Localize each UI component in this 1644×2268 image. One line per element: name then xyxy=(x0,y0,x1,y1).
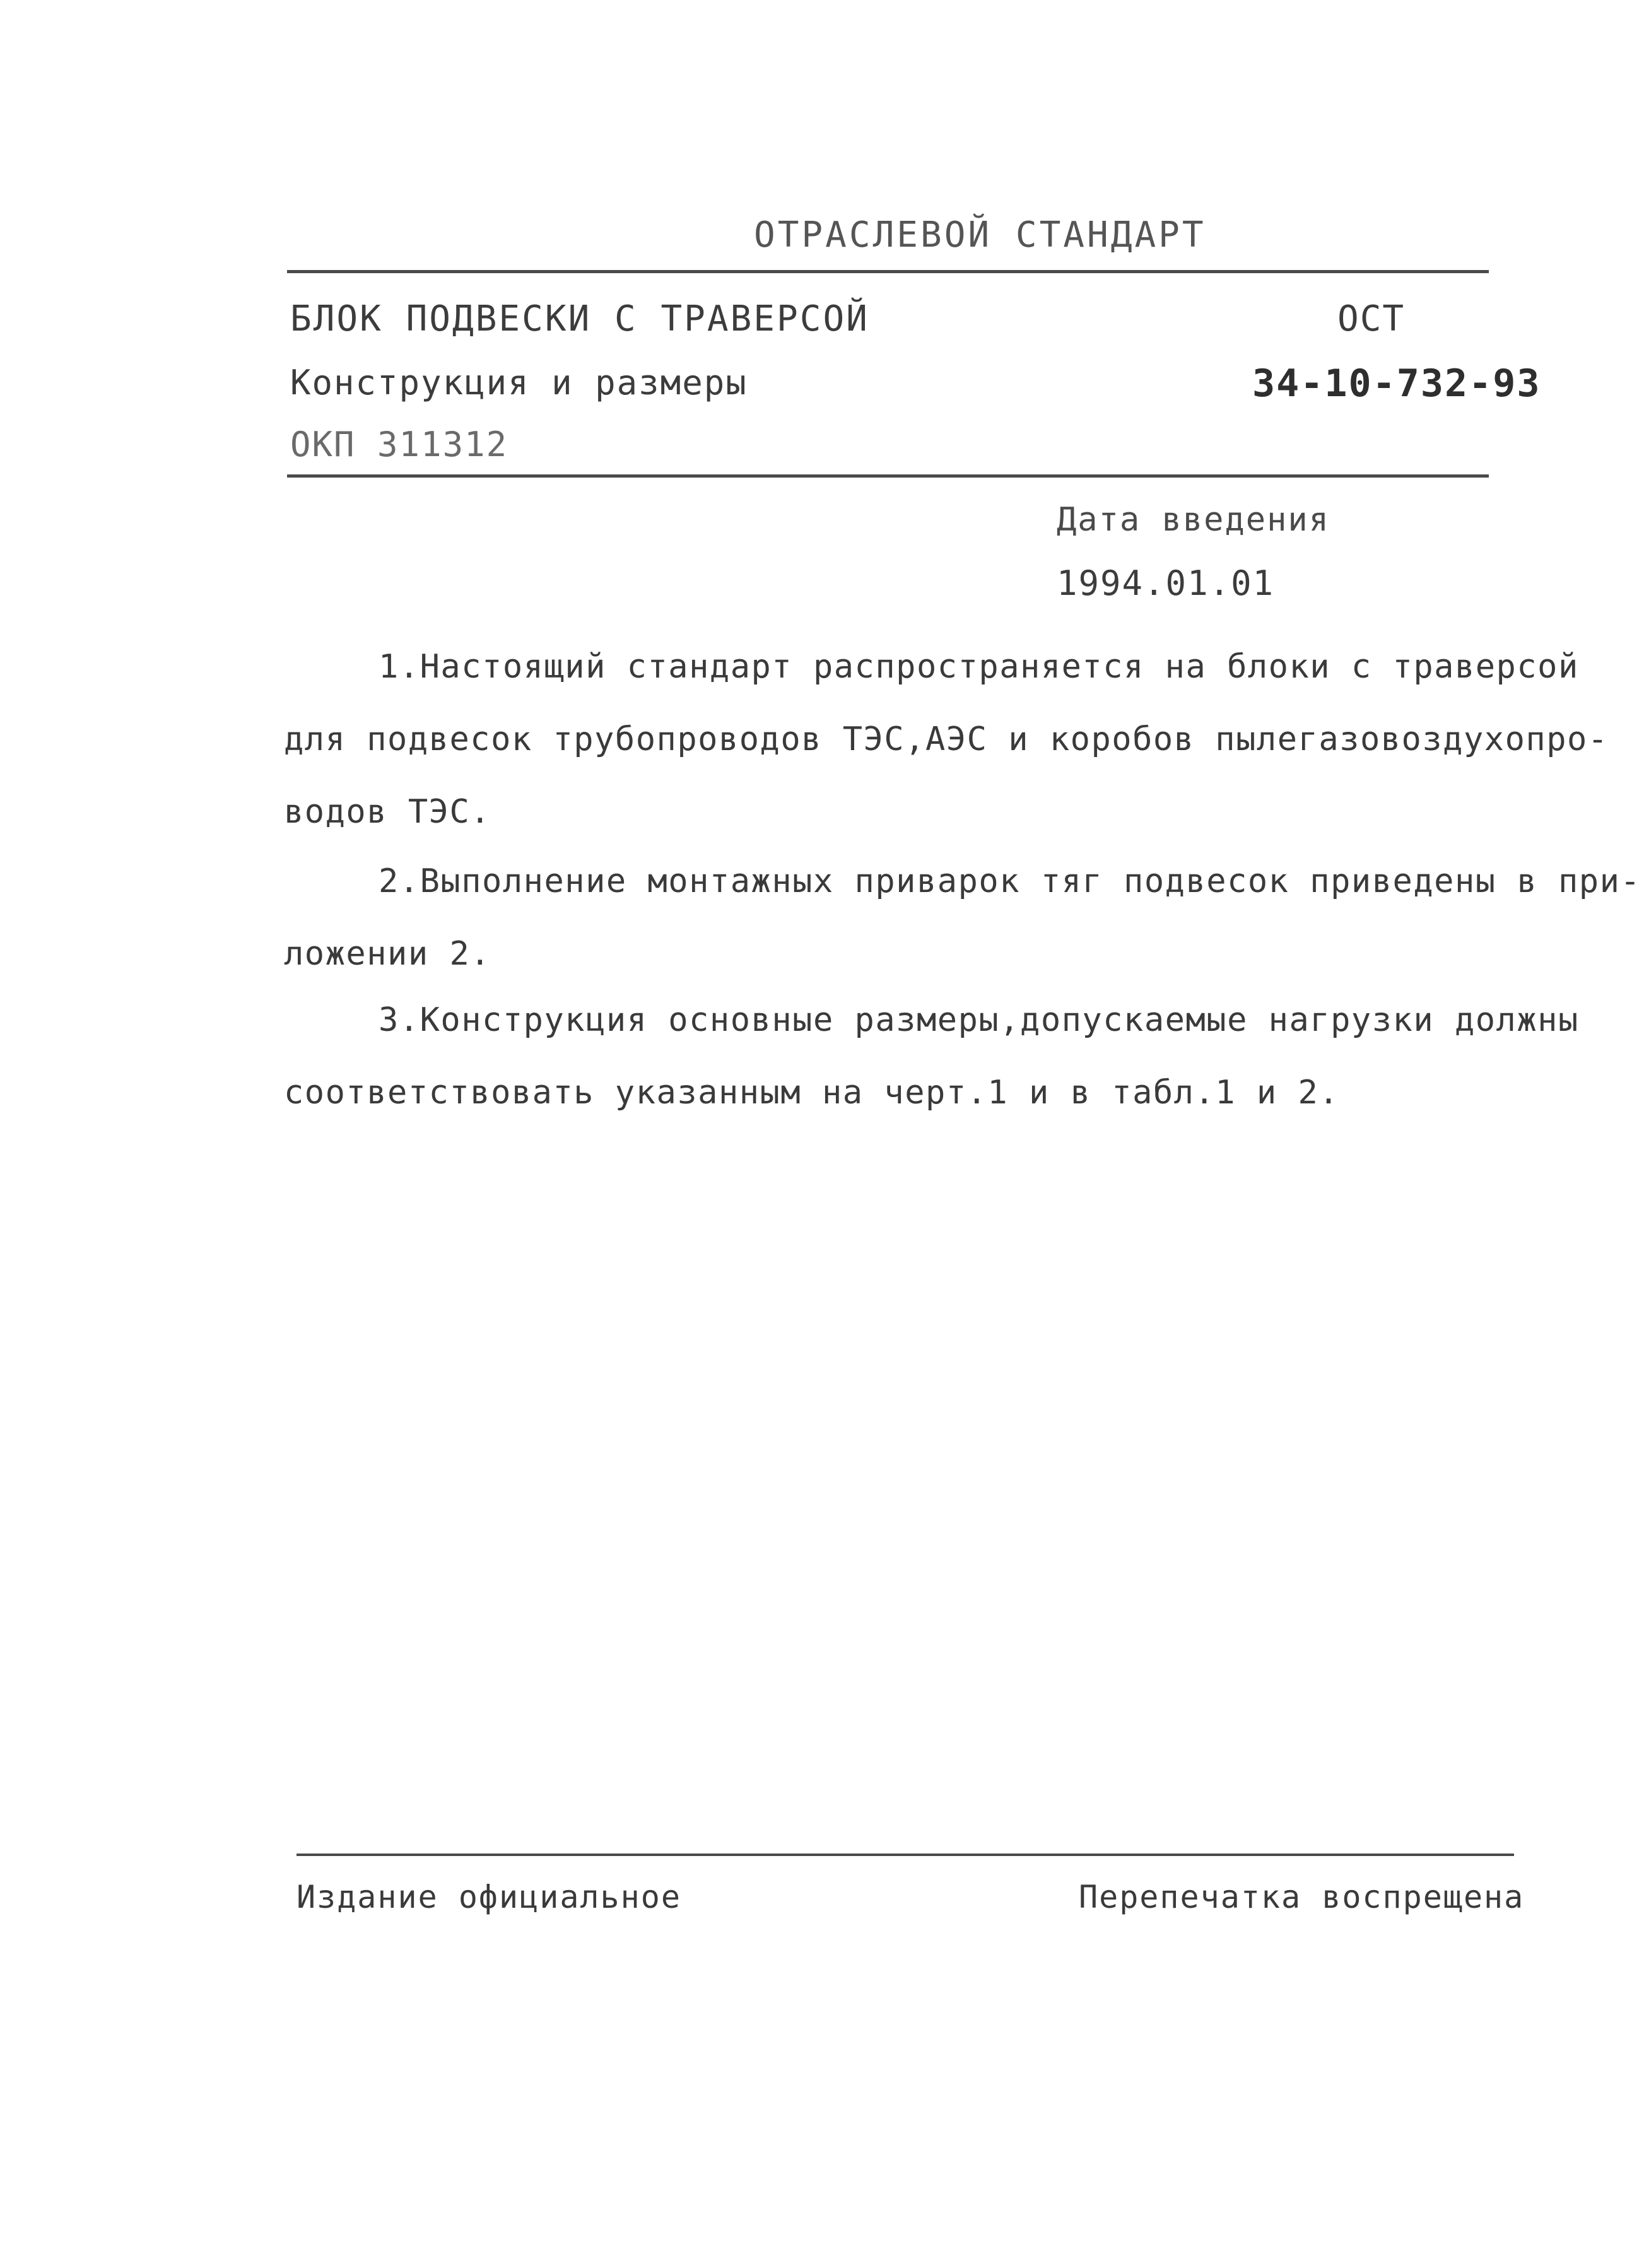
top-divider xyxy=(287,270,1489,273)
footer-official-edition: Издание официальное xyxy=(297,1879,681,1915)
footer-divider xyxy=(297,1854,1514,1856)
header-title: ОТРАСЛЕВОЙ СТАНДАРТ xyxy=(754,214,1206,256)
document-code: ОКП 311312 xyxy=(290,425,508,464)
header-bottom-divider xyxy=(287,474,1489,478)
intro-date: 1994.01.01 xyxy=(1057,563,1275,603)
paragraph-2 xyxy=(284,845,1641,990)
paragraph-line: для подвесок трубопроводов ТЭС,АЭС и коробов пылегазовоздухопро- xyxy=(284,720,1609,758)
footer-reprint-prohibited: Перепечатка воспрещена xyxy=(1079,1879,1525,1915)
paragraph-line: ложении 2. xyxy=(284,935,491,973)
paragraph-3 xyxy=(284,984,1579,1129)
document-subtitle: Конструкция и размеры xyxy=(290,363,748,402)
paragraph-line: 3.Конструкция основные размеры,допускаемые нагрузки должны xyxy=(379,1001,1579,1039)
paragraph-line: водов ТЭС. xyxy=(284,793,491,831)
paragraph-1 xyxy=(284,631,1609,849)
intro-date-label: Дата введения xyxy=(1057,501,1330,539)
standard-abbreviation: ОСТ xyxy=(1337,298,1406,339)
standard-number: 34-10-732-93 xyxy=(1252,361,1541,406)
paragraph-line: 1.Настоящий стандарт распространяется на блоки с траверсой xyxy=(379,648,1579,686)
paragraph-line: 2.Выполнение монтажных приварок тяг подвесок приведены в при- xyxy=(379,862,1641,900)
paragraph-line: соответствовать указанным на черт.1 и в табл.1 и 2. xyxy=(284,1074,1340,1112)
document-name: БЛОК ПОДВЕСКИ С ТРАВЕРСОЙ xyxy=(290,298,869,339)
